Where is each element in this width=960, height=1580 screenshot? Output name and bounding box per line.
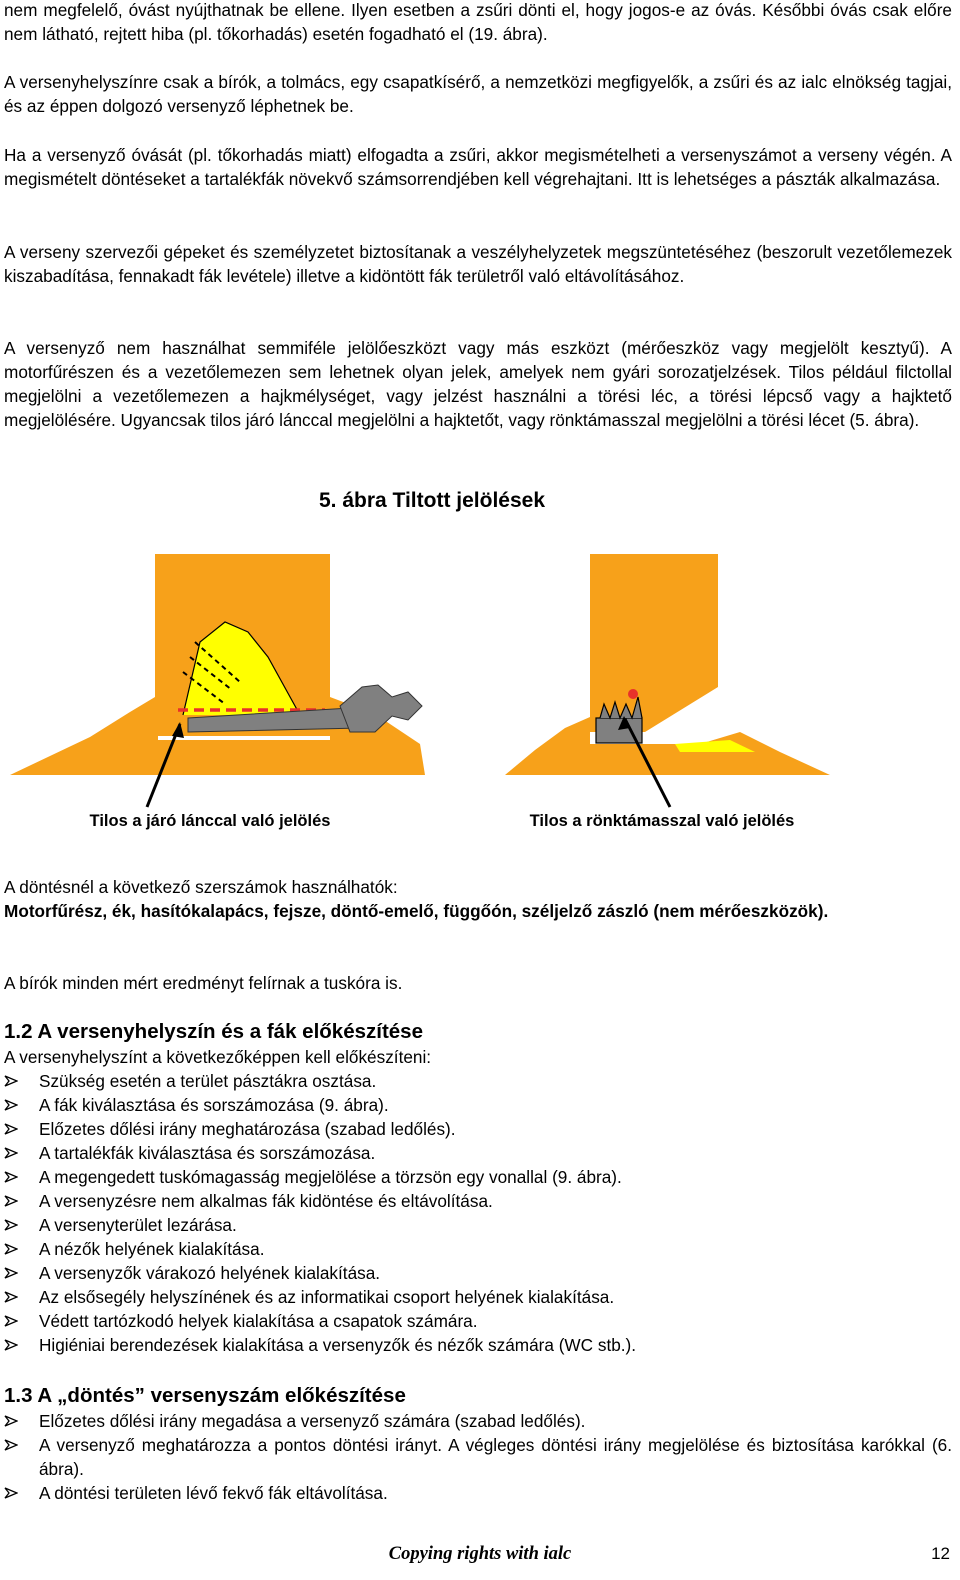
list-item: A fák kiválasztása és sorszámozása (9. ábra).: [4, 1093, 952, 1117]
red-mark-dot: [628, 689, 638, 699]
list-item: Szükség esetén a terület pásztákra osztása.: [4, 1069, 952, 1093]
arrow-bullet-icon: [4, 1147, 18, 1159]
figure-title: 5. ábra Tiltott jelölések: [318, 489, 546, 512]
left-illustration: [10, 554, 425, 807]
paragraph-judges: A bírók minden mért eredményt felírnak a tuskóra is.: [4, 973, 403, 993]
list-item: Az elsősegély helyszínének és az informatikai csoport helyének kialakítása.: [4, 1285, 952, 1309]
paragraph-site-access: A versenyhelyszínre csak a bírók, a tolmács, egy csapatkísérő, a nemzetközi megfigyelők, a zsűri és az ialc elnökség tagjai, és az éppen dolgozó versenyző léphetnek be.: [4, 72, 952, 116]
arrow-bullet-icon: [4, 1339, 18, 1351]
section-heading-1-2: 1.2 A versenyhelyszín és a fák előkészítése: [4, 1020, 423, 1043]
tools-list: Motorfűrész, ék, hasítókalapács, fejsze, döntő-emelő, függőón, széljelző zászló (nem mérőeszközök).: [4, 901, 829, 921]
list-item: Előzetes dőlési irány megadása a versenyző számára (szabad ledőlés).: [4, 1409, 952, 1433]
arrow-bullet-icon: [4, 1219, 18, 1231]
page-number: 12: [931, 1544, 950, 1563]
paragraph-marking-ban: A versenyző nem használhat semmiféle jelölőeszközt vagy más eszközt (mérőeszköz vagy megjelölt kesztyű). A motorfűrészen és a vezetőlemezen sem lehetnek olyan jelek, amelyek nem gyári sorozatjelzések. Tilos például filctollal megjelölni a vezetőlemezen a hajkmélységet, vagy jelzést használni a törési léc, a törési lépcső vagy a hajktető megjelölésére. Ugyancsak tilos járó lánccal megjelölni a hajktetőt, vagy rönktámasszal megjelölni a törési lécet (5. ábra).: [4, 338, 952, 430]
footer-copyright: Copying rights with ialc: [388, 1544, 572, 1564]
list-item: A döntési területen lévő fekvő fák eltávolítása.: [4, 1481, 952, 1505]
arrow-bullet-icon: [4, 1487, 18, 1499]
list-item: Előzetes dőlési irány meghatározása (szabad ledőlés).: [4, 1117, 952, 1141]
list-item: A versenyző meghatározza a pontos döntési irányt. A végleges döntési irány megjelölése és biztosítása karókkal (6. ábra).: [4, 1433, 952, 1481]
paragraph-protest-text: nem megfelelő, óvást nyújthatnak be ellene. Ilyen esetben a zsűri dönti el, hogy jogos-e az óvás. Későbbi óvás csak előre nem látható, rejtett hiba (pl. tőkorhadás) esetén fogadható el (19. ábra).: [4, 0, 952, 44]
trunk-right: [590, 554, 718, 687]
list-item: A versenyzők várakozó helyének kialakítása.: [4, 1261, 952, 1285]
arrow-bullet-icon: [4, 1415, 18, 1427]
cut-line-left: [158, 736, 330, 740]
arrow-bullet-icon: [4, 1315, 18, 1327]
arrow-bullet-icon: [4, 1099, 18, 1111]
figure-caption-right: Tilos a rönktámasszal való jelölés: [529, 812, 795, 830]
list-item: A versenyzésre nem alkalmas fák kidöntése és eltávolítása.: [4, 1189, 952, 1213]
figure-forbidden-markings: [0, 482, 960, 842]
section-1-3-list: [4, 1409, 952, 1505]
section-1-2-intro: A versenyhelyszínt a következőképpen kell előkészíteni:: [4, 1047, 432, 1067]
section-1-2-list: [4, 1069, 952, 1357]
ground-right: [505, 717, 830, 775]
figure-caption-left: Tilos a járó lánccal való jelölés: [89, 812, 331, 830]
arrow-bullet-icon: [4, 1243, 18, 1255]
arrow-bullet-icon: [4, 1123, 18, 1135]
chainsaw-body: [340, 685, 422, 732]
arrow-bullet-icon: [4, 1195, 18, 1207]
list-item: A tartalékfák kiválasztása és sorszámozása.: [4, 1141, 952, 1165]
arrow-bullet-icon: [4, 1171, 18, 1183]
arrow-bullet-icon: [4, 1075, 18, 1087]
list-item: A versenyterület lezárása.: [4, 1213, 952, 1237]
arrow-bullet-icon: [4, 1439, 18, 1451]
arrow-bullet-icon: [4, 1291, 18, 1303]
list-item: Védett tartózkodó helyek kialakítása a csapatok számára.: [4, 1309, 952, 1333]
paragraph-organizers: A verseny szervezői gépeket és személyzetet biztosítanak a veszélyhelyzetek megszüntetéséhez (beszorult vezetőlemezek kiszabadítása, fennakadt fák levétele) illetve a kidöntött fák területről való eltávolításához.: [4, 242, 952, 286]
right-illustration: [505, 554, 830, 807]
list-item: A nézők helyének kialakítása.: [4, 1237, 952, 1261]
list-item: Higiéniai berendezések kialakítása a versenyzők és nézők számára (WC stb.).: [4, 1333, 952, 1357]
tools-intro: A döntésnél a következő szerszámok használhatók:: [4, 877, 398, 897]
section-heading-1-3: 1.3 A „döntés” versenyszám előkészítése: [4, 1384, 406, 1407]
arrow-bullet-icon: [4, 1267, 18, 1279]
paragraph-repeat-event: Ha a versenyző óvását (pl. tőkorhadás miatt) elfogadta a zsűri, akkor megismételheti a versenyszámot a verseny végén. A megismételt döntéseket a tartalékfák növekvő számsorrendjében kell végrehajtani. Itt is lehetséges a pászták alkalmazása.: [4, 145, 952, 189]
list-item: A megengedett tuskómagasság megjelölése a törzsön egy vonallal (9. ábra).: [4, 1165, 952, 1189]
